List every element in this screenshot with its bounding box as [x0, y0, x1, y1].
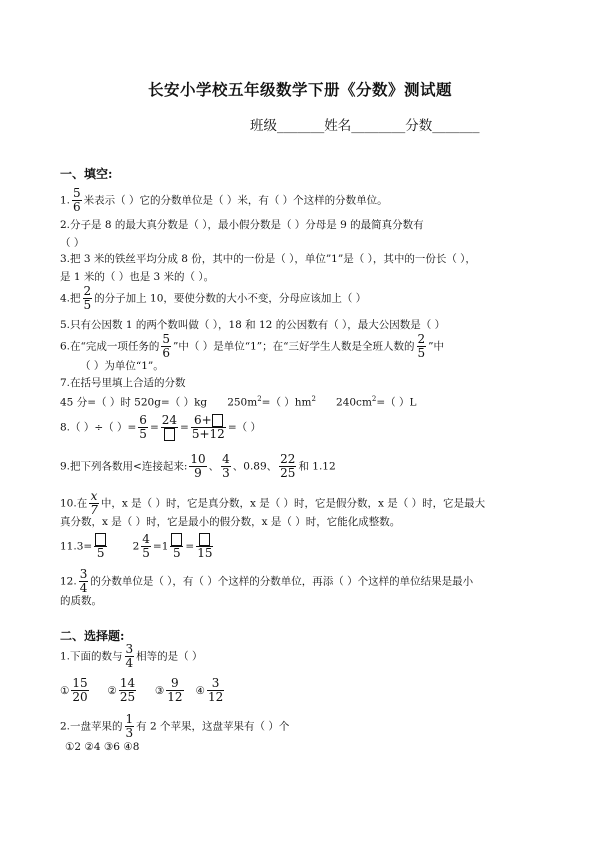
- q4-fraction: $\frac{2}{5}$: [83, 284, 92, 312]
- q1-text: 米表示（ ）它的分数单位是（ ）米，有（ ）个这样的分数单位。: [83, 194, 388, 207]
- question-3-cont: 是 1 米的（ ）也是 3 米的（ ）。: [60, 271, 215, 283]
- q11-fraction-4: 15: [196, 533, 213, 560]
- choice-question-1: 1.下面的数与 $\frac{3}{4}$ 相等的是（ ）: [60, 642, 203, 670]
- option-3[interactable]: ③ $\frac{9}{12}$: [154, 676, 183, 704]
- q9-fraction-2: $\frac{4}{3}$: [222, 452, 230, 480]
- q11-fraction-1: 5: [94, 533, 107, 560]
- q11-fraction-2: $\frac{4}{5}$: [142, 532, 150, 560]
- question-7: 7.在括号里填上合适的分数: [60, 377, 186, 389]
- q1-fraction: $\frac{5}{6}$: [73, 186, 81, 214]
- question-5: 5.只有公因数 1 的两个数叫做（ ），18 和 12 的公因数有（ ），最大公因数是（ ）: [60, 319, 446, 331]
- question-10: 10.在 $\frac{x}{7}$ 中，x 是（ ）时，它是真分数，x 是（ ）时，它是假分数，x 是（ ）时，它是最大: [60, 489, 486, 517]
- choice-2-options[interactable]: ①2 ②4 ③6 ④8: [65, 741, 140, 753]
- blank-box: [199, 533, 210, 546]
- q11-fraction-3: 5: [170, 533, 183, 560]
- q8-fraction-1: $\frac{6}{5}$: [139, 413, 147, 441]
- q8-fraction-2: 24: [161, 414, 178, 441]
- question-6: 6.在“完成一项任务的 $\frac{5}{6}$ ”中（ ）是单位“1”；在“三好学生人数是全班人数的 $\frac{2}{5}$ ”中: [60, 332, 445, 360]
- blank-box: [95, 533, 106, 546]
- q6-fraction-1: $\frac{5}{6}$: [162, 332, 171, 360]
- section-fill-in-title: 一、填空:: [60, 167, 113, 181]
- option-2[interactable]: ② $\frac{14}{25}$: [107, 676, 136, 704]
- question-10-cont: 真分数，x 是（ ）时，它是最小的假分数，x 是（ ）时，它能化成整数。: [60, 516, 401, 528]
- blank-box: [212, 414, 223, 427]
- question-8: 8.（ ）÷（ ）= $\frac{6}{5}$ = 24 = $\frac{6+}{5+12}$ =（ ）: [60, 413, 261, 441]
- question-12-cont: 的质数。: [60, 595, 102, 607]
- q8-fraction-3: $\frac{6+}{5+12}$: [191, 413, 225, 441]
- choice-question-2: 2.一盘苹果的 $\frac{1}{3}$ 有 2 个苹果，这盘苹果有（ ）个: [60, 712, 290, 740]
- page-title: 长安小学校五年级数学下册《分数》测试题: [147, 80, 452, 99]
- blank-box: [164, 428, 175, 441]
- choice-1-options: [60, 677, 550, 704]
- q9-fraction-1: $\frac{10}{9}$: [190, 452, 206, 480]
- question-7-units: 45 分=（ ）时 520g=（ ）kg $250m^2=$（ ）$hm^2$ $240cm^2=$（ ）L: [60, 395, 417, 409]
- student-info-line: 班级_______姓名________分数_______: [250, 118, 480, 134]
- question-2-cont: （ ）: [60, 237, 85, 249]
- c2-fraction: $\frac{1}{3}$: [125, 712, 134, 740]
- section-choice-title: 二、选择题:: [60, 629, 125, 643]
- option-1[interactable]: ① $\frac{15}{20}$: [60, 676, 88, 704]
- q6-fraction-2: $\frac{2}{5}$: [417, 332, 426, 360]
- q1-number: 1.: [60, 194, 71, 207]
- q12-fraction: $\frac{3}{4}$: [79, 567, 88, 595]
- blank-box: [171, 533, 182, 546]
- question-2: 2.分子是 8 的最大真分数是（ ），最小假分数是（ ）分母是 9 的最简真分数有: [60, 219, 424, 231]
- question-12: 12. $\frac{3}{4}$ 的分数单位是（ ），有（ ）个这样的分数单位，再添（ ）个这样的单位结果是最小: [60, 567, 474, 595]
- question-4: 4.把 $\frac{2}{5}$ 的分子加上 10，要使分数的大小不变，分母应该加上（ ）: [60, 284, 367, 312]
- question-11: 11.3= 5 2 $\frac{4}{5}$ =1 5 = 15: [60, 532, 213, 560]
- question-9: 9.把下列各数用<连接起来: $\frac{10}{9}$ 、 $\frac{4}{3}$ 、0.89、 $\frac{22}{25}$ 和 1.12: [60, 452, 336, 480]
- c1-fraction: $\frac{3}{4}$: [125, 642, 134, 670]
- q9-fraction-3: $\frac{22}{25}$: [280, 452, 296, 480]
- question-1: [60, 187, 550, 214]
- option-4[interactable]: ④ $\frac{3}{12}$: [195, 676, 224, 704]
- q10-fraction: $\frac{x}{7}$: [90, 489, 98, 517]
- question-3: 3.把 3 米的铁丝平均分成 8 份，其中的一份是（ ），单位”1”是（ ），其中的一份长（ ），: [60, 253, 476, 265]
- question-6-cont: （ ）为单位“1”。: [80, 360, 164, 372]
